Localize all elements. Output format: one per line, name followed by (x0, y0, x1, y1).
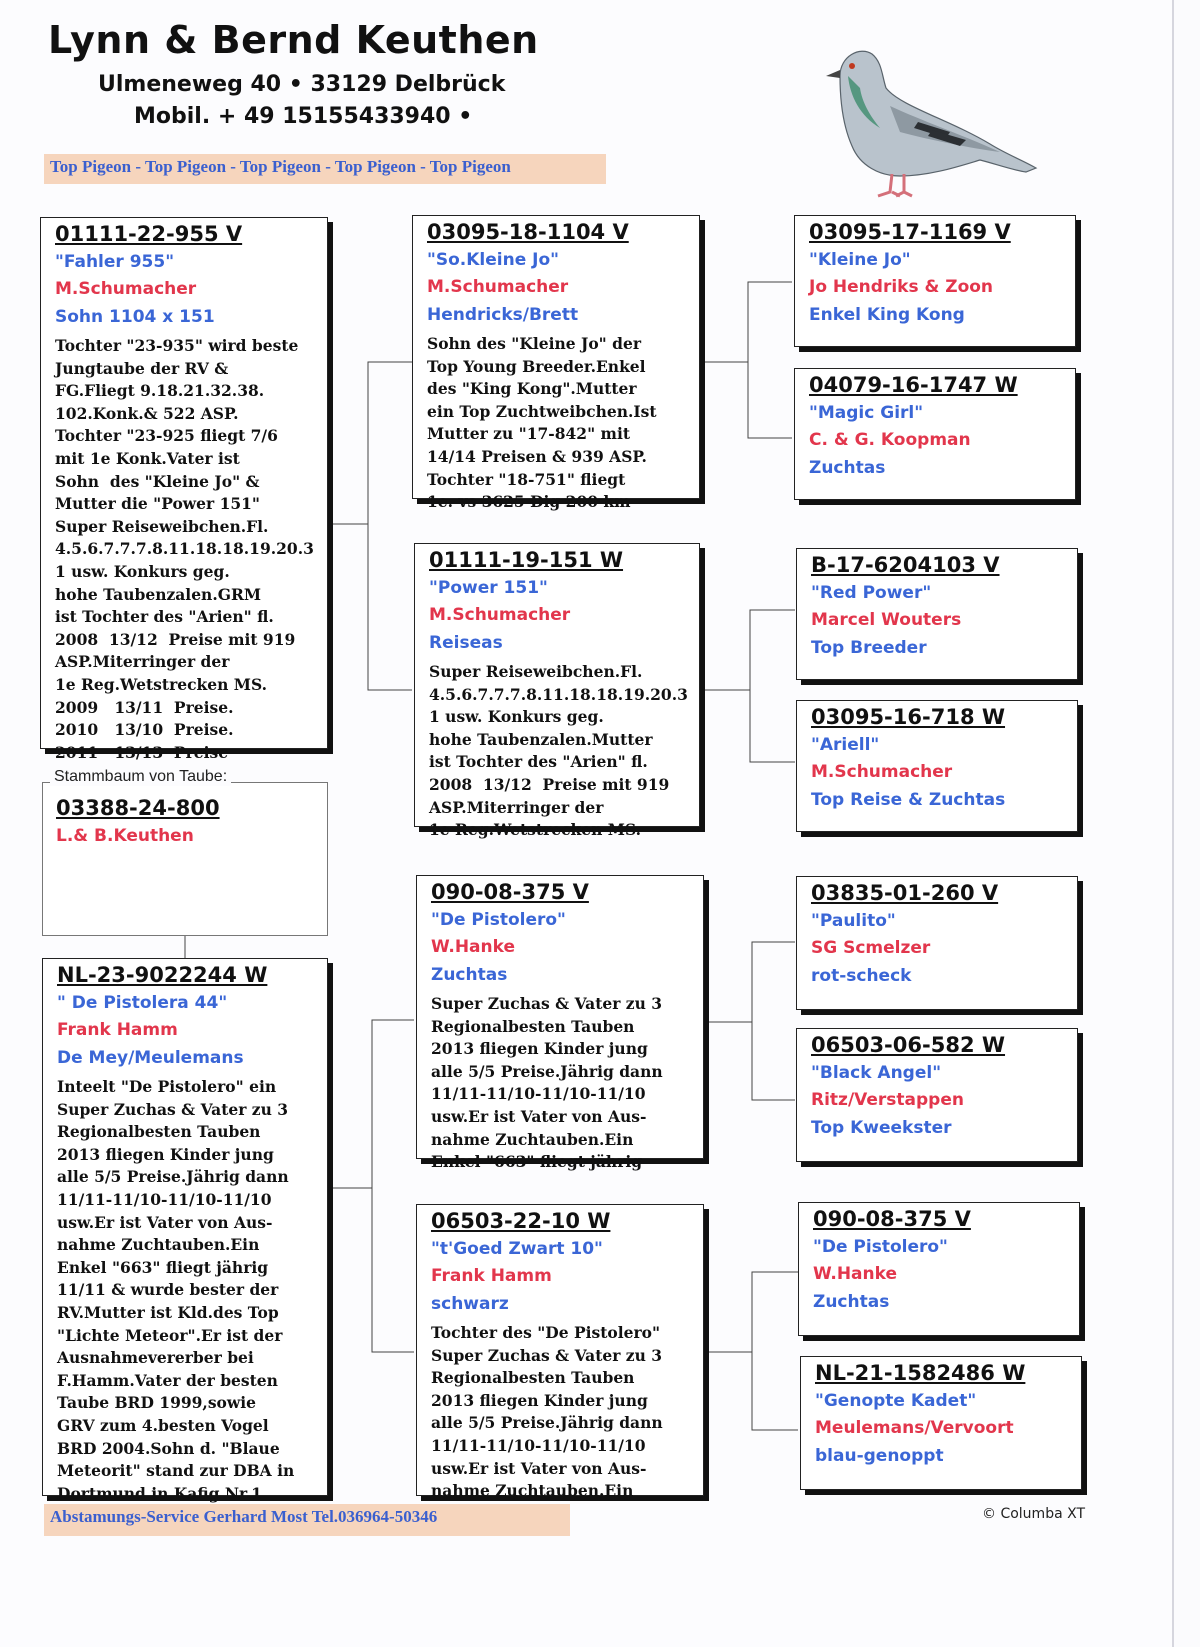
great-grandparent-ring-number: NL-21-1582486 W (815, 1361, 1026, 1385)
great-grandparent-card-6 (796, 1028, 1078, 1162)
great-grandparent-card-3 (796, 548, 1078, 680)
great-grandparent-line: Top Reise & Zuchtas (811, 790, 1006, 810)
great-grandparent-breeder: Jo Hendriks & Zoon (809, 277, 994, 297)
great-grandparent-line: blau-genoppt (815, 1446, 944, 1466)
maternal-grandfather-card (416, 875, 704, 1172)
maternal-grandmother-name: "t'Goed Zwart 10" (431, 1239, 603, 1259)
subject-breeder: L.& B.Keuthen (56, 826, 194, 846)
owner-address: Ulmeneweg 40 • 33129 Delbrück (98, 72, 506, 97)
father-name: "Fahler 955" (55, 252, 175, 272)
pigeon-image (800, 36, 1040, 206)
paternal-grandmother-description: Super Reiseweibchen.Fl. 4.5.6.7.7.7.8.11.18.18.19.20.3 1 usw. Konkurs geg. hohe Taubenzalen.Mutter ist Tochter des "Arien" fl. 2008 13/12 Preise mit 919 ASP.Miterringer der 1e Reg.Wetstrecken MS. (429, 662, 688, 840)
maternal-grandmother-description: Tochter des "De Pistolero" Super Zuchas & Vater zu 3 Regionalbesten Tauben 2013 fliegen Kinder jung alle 5/5 Preise.Jährig dann 11/11-11/10-11/10-11/10 usw.Er ist Vater von Aus- nahme Zuchtauben.Ein (431, 1323, 663, 1501)
great-grandparent-card-1 (794, 215, 1076, 347)
paternal-grandfather-line: Hendricks/Brett (427, 305, 579, 325)
paternal-grandmother-name: "Power 151" (429, 578, 548, 598)
great-grandparent-name: "Paulito" (811, 911, 896, 931)
paternal-grandmother-breeder: M.Schumacher (429, 605, 571, 625)
paternal-grandfather-name: "So.Kleine Jo" (427, 250, 560, 270)
great-grandparent-breeder: SG Scmelzer (811, 938, 931, 958)
maternal-grandmother-card (416, 1204, 704, 1501)
great-grandparent-ring-number: 03095-16-718 W (811, 705, 1006, 729)
paternal-grandfather-card (412, 215, 700, 512)
subject-ring-number: 03388-24-800 (56, 796, 220, 820)
great-grandparent-line: Enkel King Kong (809, 305, 965, 325)
copyright-notice: © Columba XT (982, 1506, 1086, 1522)
owner-name: Lynn & Bernd Keuthen (48, 18, 539, 62)
paternal-grandfather-ring-number: 03095-18-1104 V (427, 220, 629, 244)
great-grandparent-ring-number: 06503-06-582 W (811, 1033, 1006, 1057)
great-grandparent-ring-number: 04079-16-1747 W (809, 373, 1018, 397)
mother-line: De Mey/Meulemans (57, 1048, 244, 1068)
great-grandparent-line: Top Kweekster (811, 1118, 952, 1138)
maternal-grandfather-name: "De Pistolero" (431, 910, 566, 930)
great-grandparent-card-7 (798, 1202, 1080, 1336)
mother-card (42, 958, 328, 1503)
subject-label: Stammbaum von Taube: (50, 768, 231, 786)
father-description: Tochter "23-935" wird beste Jungtaube der RV & FG.Fliegt 9.18.21.32.38. 102.Konk.& 522 ASP. Tochter "23-925 fliegt 7/6 mit 1e Konk.Vater ist Sohn des "Kleine Jo" & Mutter die "Power 151" Super Reiseweibchen.Fl. 4.5.6.7.7.7.8.11.18.18.19.20.3 1 usw. Konkurs geg. hohe Taubenzalen.GRM ist Tochter des "Arien" fl. 2008 13/12 Preise mit 919 ASP.Miterringer der 1e Reg.Wetstrecken MS. 2009 13/11 Preise. 2010 13/10 Preise. 2011 13/13 Preise (55, 336, 314, 762)
great-grandparent-card-4 (796, 700, 1078, 832)
great-grandparent-card-2 (794, 368, 1076, 500)
great-grandparent-breeder: Meulemans/Vervoort (815, 1418, 1014, 1438)
great-grandparent-breeder: W.Hanke (813, 1264, 898, 1284)
great-grandparent-ring-number: 03095-17-1169 V (809, 220, 1011, 244)
great-grandparent-breeder: M.Schumacher (811, 762, 953, 782)
great-grandparent-ring-number: 03835-01-260 V (811, 881, 999, 905)
great-grandparent-name: "Red Power" (811, 583, 932, 603)
great-grandparent-breeder: Marcel Wouters (811, 610, 962, 630)
paternal-grandfather-description: Sohn des "Kleine Jo" der Top Young Breeder.Enkel des "King Kong".Mutter ein Top Zuchtweibchen.Ist Mutter zu "17-842" mit 14/14 Preisen & 939 ASP. Tochter "18-751" fliegt 1e. vs 3625 Dig 200 km (427, 334, 657, 512)
great-grandparent-line: Zuchtas (809, 458, 886, 478)
great-grandparent-breeder: C. & G. Koopman (809, 430, 971, 450)
top-pigeon-banner: Top Pigeon - Top Pigeon - Top Pigeon - Top Pigeon - Top Pigeon (44, 154, 606, 184)
father-card (40, 217, 328, 762)
paternal-grandfather-breeder: M.Schumacher (427, 277, 569, 297)
maternal-grandmother-ring-number: 06503-22-10 W (431, 1209, 611, 1233)
paternal-grandmother-card (414, 543, 700, 840)
great-grandparent-line: rot-scheck (811, 966, 912, 986)
paternal-grandmother-line: Reiseas (429, 633, 503, 653)
great-grandparent-name: "Magic Girl" (809, 403, 924, 423)
great-grandparent-ring-number: B-17-6204103 V (811, 553, 1000, 577)
great-grandparent-name: "Black Angel" (811, 1063, 942, 1083)
great-grandparent-name: "Kleine Jo" (809, 250, 911, 270)
great-grandparent-card-8 (800, 1356, 1082, 1490)
great-grandparent-breeder: Ritz/Verstappen (811, 1090, 964, 1110)
maternal-grandmother-line: schwarz (431, 1294, 509, 1314)
great-grandparent-name: "Ariell" (811, 735, 880, 755)
great-grandparent-card-5 (796, 876, 1078, 1010)
great-grandparent-line: Zuchtas (813, 1292, 890, 1312)
maternal-grandfather-line: Zuchtas (431, 965, 508, 985)
mother-name: " De Pistolera 44" (57, 993, 228, 1013)
pedigree-service-banner: Abstamungs-Service Gerhard Most Tel.036964-50346 (44, 1504, 570, 1536)
maternal-grandmother-breeder: Frank Hamm (431, 1266, 552, 1286)
maternal-grandfather-ring-number: 090-08-375 V (431, 880, 589, 904)
maternal-grandfather-description: Super Zuchas & Vater zu 3 Regionalbesten Tauben 2013 fliegen Kinder jung alle 5/5 Preise.Jährig dann 11/11-11/10-11/10-11/10 usw.Er ist Vater von Aus- nahme Zuchtauben.Ein Enkel "663" fliegt jährig (431, 994, 663, 1172)
owner-phone: Mobil. + 49 15155433940 • (134, 104, 473, 129)
father-ring-number: 01111-22-955 V (55, 222, 243, 246)
great-grandparent-name: "De Pistolero" (813, 1237, 948, 1257)
great-grandparent-line: Top Breeder (811, 638, 927, 658)
maternal-grandfather-breeder: W.Hanke (431, 937, 516, 957)
mother-ring-number: NL-23-9022244 W (57, 963, 268, 987)
great-grandparent-ring-number: 090-08-375 V (813, 1207, 971, 1231)
father-breeder: M.Schumacher (55, 279, 197, 299)
great-grandparent-name: "Genopte Kadet" (815, 1391, 977, 1411)
mother-description: Inteelt "De Pistolero" ein Super Zuchas & Vater zu 3 Regionalbesten Tauben 2013 fliegen Kinder jung alle 5/5 Preise.Jährig dann 11/11-11/10-11/10-11/10 usw.Er ist Vater von Aus- nahme Zuchtauben.Ein Enkel "663" fliegt jährig 11/11 & wurde bester der RV.Mutter ist Kld.des Top "Lichte Meteor".Er ist der Ausnahmevererber bei F.Hamm.Vater der besten Taube BRD 1999,sowie GRV zum 4.besten Vogel BRD 2004.Sohn d. "Blaue Meteorit" stand zur DBA in Dortmund in Kafig Nr.1 (57, 1077, 295, 1503)
paternal-grandmother-ring-number: 01111-19-151 W (429, 548, 624, 572)
father-line: Sohn 1104 x 151 (55, 307, 215, 327)
mother-breeder: Frank Hamm (57, 1020, 178, 1040)
